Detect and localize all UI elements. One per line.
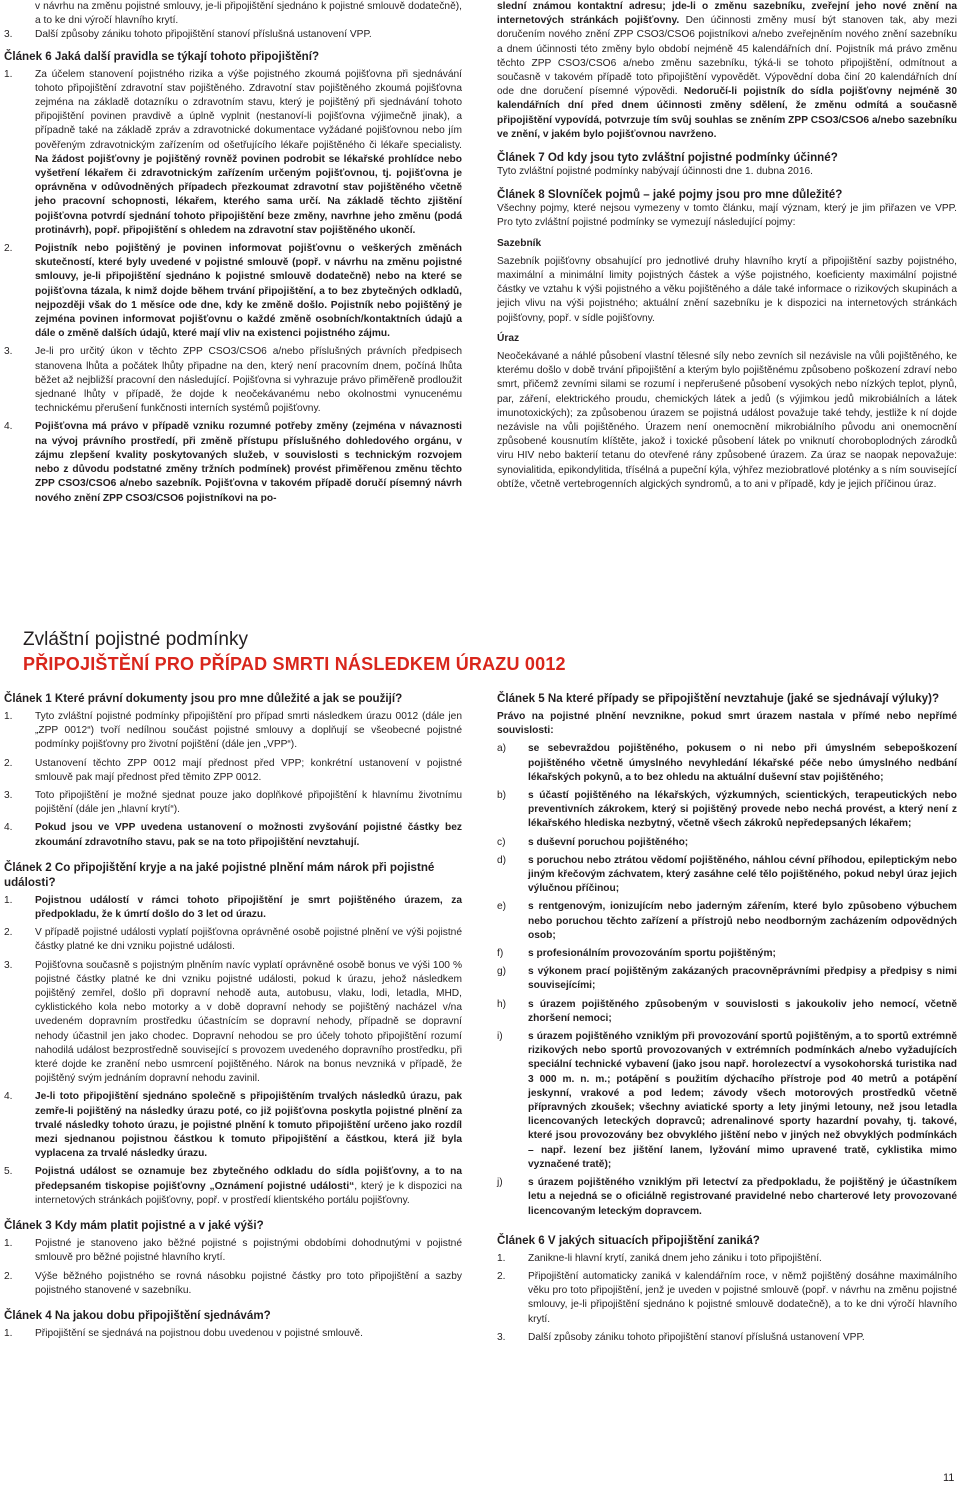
list-item: 3. Je-li pro určitý úkon v těchto ZPP CSO3/CSO6 a/nebo příslušných právních předpisech stanovena lhůta a počátek lhůty připadne na den, který není pracovním dnem, počíná lhůta běžet až nejbližší pracovní den následující. Pojišťovna si vyhrazuje právo přiměřeně prodloužit sjednané lhůty v případě, že dojde k neočekávanému nebo okolnostmi vynucenému technickému přerušení funkčnosti interních systémů pojišťovny. <box>4 346 462 415</box>
exclusion-letter: j) <box>497 1177 503 1189</box>
exclusion-text: s účastí pojištěného na lékařských, výzkumných, scientických, terapeutických nebo preventivních zákrokem, který si pojištěný provede nebo nechá provést, a který není z lékařského hlediska nezbytný, včetně všech zákroků nepředepsaných lékařem; <box>528 790 957 830</box>
exclusion-letter: c) <box>497 836 506 848</box>
term-text-sazebnik: Sazebník pojišťovny obsahující pro jednotlivé druhy hlavního krytí a připojištění sazby pojistného, maximální a minimální limity pojistných částek a výše pojistného, koeficienty maximální pojistné částky ve vztahu k výši pojistného a věku pojištěného a dále také informace o rizikových skupinách a jejich vlivu na výši pojistného; aktuální znění sazebníku je k dispozici na internetových stránkách pojišťovny, popř. v sídle pojišťovny. <box>497 255 957 324</box>
document-title-banner <box>23 628 583 676</box>
exclusion-text: s úrazem pojištěného vzniklým při letectví za předpokladu, že pojištěný je účastníkem letu a nejedná se o oficiálně registrované pravidelné nebo charterové lety provozované licencovaným leteckým dopravcem. <box>528 1177 957 1217</box>
article-7-text: Tyto zvláštní pojistné podmínky nabývají účinnosti dne 1. dubna 2016. <box>497 166 814 178</box>
exclusion-item <box>497 998 957 1026</box>
article-2-heading: Článek 2 Co připojištění kryje a na jaké pojistné plnění mám nárok při pojistné události? <box>4 860 435 889</box>
exclusion-item <box>497 1030 957 1172</box>
page-number: 11 <box>943 1472 955 1484</box>
term-text-uraz: Neočekávané a náhlé působení vlastní tělesné síly nebo zevních sil nezávisle na vůli pojištěného, ke kterému došlo v době trvání připojištění a kterým bylo pojištěnému způsobeno poškození zdraví nebo smrt, přičemž zevními silami se rozumí i nepřerušené působení vysokých nebo nízkých teplot, plynů, par, záření, elektrického proudu, chemických látek a jedů (s výjimkou jedů mikrobiálních a látek imunotoxických); za způsobenou úrazem se pojistná událost považuje také tehdy, jestliže k ní dojde nezávisle na vůli pojištěného. Úrazem není onemocnění mikrobiálního původu ani onemocnění způsobené kousnutím klíštěte, jakož i toxické působení látek po vniknutí choroboplodných zárodků viru HIV nebo bakterií tetanu do otevřené rány způsobené úrazem. Za úraz se naopak nepovažuje: synovialitida, epikondylitida, třísélná a pupeční kýla, výhřez meziobratlové ploténky a s ním související obtíže, včetně vertebrogenních algických syndromů, a to ani v případě, kdy je jejich příčinou úraz. <box>497 351 957 490</box>
exclusions-list <box>497 742 957 1218</box>
exclusion-letter: i) <box>497 1031 503 1043</box>
term-title-uraz: Úraz <box>497 332 520 344</box>
exclusion-text: s rentgenovým, ionizujícím nebo jaderným zářením, které bylo způsobeno výbuchem nebo poruchou těchto zařízení a přístrojů nebo neodborným zacházením odpovědných osob; <box>528 901 957 941</box>
exclusion-item <box>497 900 957 943</box>
list-item: 3. Další způsoby zániku tohoto připojištění stanoví příslušná ustanovení VPP. <box>4 29 372 41</box>
exclusion-text: s duševní poruchou pojištěného; <box>528 836 689 848</box>
exclusion-text: s úrazem pojištěného vzniklým při provozování sportů pojištěným, a to sportů extrémně rizikových nebo sportů provozovaných v extrémních podmínkách a/nebo vyžadujících speciální technické vybavení (jako jsou např. horolezectví a vysokohorská turistika nad 3 000 m. n. m.; potápění s použitím dýchacího přístroje pod 40 metrů a potápění jeskynní, vrakové a pod ledem; závody všech motorových prostředků včetně přípravných zkoušek; všechny aviatické sporty a lety jinými letouny, než jsou letadla licencovaných leteckých dopravců; adrenalinové sporty hazardní povahy, tj. takové, které jsou provozovány bez obvyklého jištění nebo v jiných než obvyklých podmínkách – např. lezení bez jištění lanem, lyžování mimo upravené tratě, cyklistika mimo vyznačené tratě); <box>528 1031 957 1170</box>
article-6-heading: Článek 6 Jaká další pravidla se týkají tohoto připojištění? <box>4 49 320 63</box>
article-8-text: Všechny pojmy, které nejsou vymezeny v tomto článku, mají význam, který je jim přiřazen ve VPP. Pro tyto zvláštní pojistné podmínky se vymezují následující pojmy: <box>497 203 957 229</box>
exclusion-item <box>497 1176 957 1219</box>
article-1-heading: Článek 1 Které právní dokumenty jsou pro mne důležité a jak se použijí? <box>4 692 403 705</box>
article-5-heading: Článek 5 Na které případy se připojištění nevztahuje (jaké se sjednávají výluky)? <box>497 692 940 705</box>
exclusion-letter: a) <box>497 743 507 755</box>
article-3-heading: Článek 3 Kdy mám platit pojistné a v jaké výši? <box>4 1219 264 1233</box>
article-6-end-heading: Článek 6 V jakých situacích připojištění zaniká? <box>497 1233 760 1247</box>
article-4-heading: Článek 4 Na jakou dobu připojištění sjednávám? <box>4 1308 271 1322</box>
list-item: 2. Pojistník nebo pojištěný je povinen informovat pojišťovnu o veškerých změnách skutečností, které byly uvedené v pojistné smlouvě (popř. v návrhu na změnu pojistné smlouvy, je-li připojištění sjednáno k pojistné smlouvě dodatečně) nebo na které se pojišťovna tázala, k nimž dojde během trvání připojištění, a to bez zbytečných odkladů, nejpozději však do 1 měsíce ode dne, kdy ke změně došlo. Pojistník nebo pojištěný je zejména povinen informovat pojišťovnu o každé změně osobních/kontaktních údajů a dále o změně dalších údajů, které mají vliv na existenci pojistného zájmu. <box>4 243 462 340</box>
exclusion-item <box>497 965 957 993</box>
exclusion-text: s poruchou nebo ztrátou vědomí pojištěného, náhlou cévní příhodou, epileptickým nebo jiným křečovým záchvatem, který zasáhne celé tělo pojištěného, pokud nebyl úraz jejich výlučnou příčinou; <box>528 854 957 895</box>
exclusion-letter: f) <box>497 948 504 960</box>
exclusion-item <box>497 742 957 785</box>
list-item: 4. Pojišťovna má právo v případě vzniku rozumné potřeby změny (zejména v návaznosti na vývoj právního prostředí, při změně přístupu příslušného dohledového orgánu, v zájmu zlepšení kvality poskytovaných služeb, v souvislosti s technickým rozvojem nebo z důvodu podstatné změny tržních podmínek) provést přiměřenou změnu těchto ZPP CSO3/CSO6 a/nebo sazebník. Pojišťovna v takovém případě doručí písemný návrh nového znění ZPP CSO3/CSO6 pojistníkovi na po- <box>4 421 462 504</box>
exclusion-letter: h) <box>497 998 507 1010</box>
exclusion-item <box>497 836 957 850</box>
term-title-sazebnik: Sazebník <box>497 237 542 249</box>
bottom-right-column: Článek 5 Na které případy se připojištění nevztahuje (jaké se sjednávají výluky)? Právo na pojistné plnění nevznikne, pokud smrt úrazem nastala v přímé nebo nepřímé souvislosti: a) se sebevraždou pojištěného, pokusem o ni nebo při úmyslném sebepoškození pojištěného včetně úmyslného nevyhledání lékařské péče nebo úmyslného nedbání lékařských pokynů, a to bez ohledu na aktuální duševní stav pojištěného; b) s účastí pojištěného na lékařských, výzkumných, scientických, terapeutických nebo preventivních zákrokem, který si pojištěný provede nebo nechá provést, a který není z lékařského hlediska nezbytný, včetně všech zákroků nepředepsaných lékařem; c) s duševní poruchou pojištěného; d) s poruchou nebo ztrátou vědomí pojištěného, náhlou cévní příhodou, epileptickým nebo jiným křečovým záchvatem, který zasáhne celé tělo pojištěného, pokud nebyl úraz jejich výlučnou příčinou; e) s rentgenovým, ionizujícím nebo jaderným zářením, které bylo způsobeno výbuchem nebo poruchou těchto zařízení a přístrojů nebo neodborným zacházením odpovědných osob; f) s profesionálním provozováním sportu pojištěným; g) s výkonem prací pojištěným zakázaných pracovněprávními předpisy a předpisy s nimi souvisejícími; h) s úrazem pojištěného způsobeným v souvislosti s jakoukoliv jeho nemocí, včetně zhoršení nemoci; i) s úrazem pojištěného vzniklým při provozování sportů pojištěným, a to sportů extrémně rizikových nebo sportů provozovaných v extrémních podmínkách a/nebo vyžadujících speciální technické vybavení (jako jsou např. horolezectví a vysokohorská turistika nad 3 000 m. n. m.; potápění s použitím dýchacího přístroje pod 40 metrů a potápění jeskynní, vrakové a pod ledem; závody všech motorových prostředků včetně přípravných zkoušek; všechny aviatické sporty a lety jinými letouny, než jsou letadla licencovaných leteckých dopravců; adrenalinové sporty hazardní povahy, tj. takové, které jsou provozovány bez obvyklého jištění nebo v jiných než obvyklých podmínkách – např. lezení bez jištění lanem, lyžování mimo upravené tratě, cyklistika mimo vyznačené tratě); j) s úrazem pojištěného vzniklým při letectví za předpokladu, že pojištěný je účastníkem letu a nejedná se o oficiálně registrované pravidelné nebo charterové lety provozované licencovaným leteckým dopravcem. Článek 6 V jakých situacích připojištění zaniká? 1. Zanikne-li hlavní krytí, zaniká dnem jeho zániku i toto připojištění. 2. Připojištění automaticky zaniká v kalendářním roce, v němž pojištěný dosáhne maximálního věku pro toto připojištění, jenž je uveden v pojistné smlouvě (popř. v návrhu na změnu pojistné smlouvy, je-li připojištění sjednáno k pojistné smlouvě dodatečně), a to ke dni výročí hlavního krytí. 3. Další způsoby zániku tohoto připojištění stanoví příslušná ustanovení VPP. <box>497 692 957 1343</box>
top-left-column <box>4 0 462 506</box>
document-title: Zvláštní pojistné podmínky <box>23 629 248 650</box>
exclusion-text: se sebevraždou pojištěného, pokusem o ni nebo při úmyslném sebepoškození pojištěného včetně úmyslného nevyhledání lékařské péče nebo úmyslného nedbání lékařských pokynů, a to bez ohledu na aktuální duševní stav pojištěného; <box>528 743 957 783</box>
article-5-intro: Právo na pojistné plnění nevznikne, pokud smrt úrazem nastala v přímé nebo nepřímé souvislosti: <box>497 711 957 737</box>
exclusion-letter: g) <box>497 966 507 978</box>
exclusion-text: s úrazem pojištěného způsobeným v souvislosti s jakoukoliv jeho nemocí, včetně zhoršení nemoci; <box>528 998 957 1024</box>
document-subtitle: PŘIPOJIŠTĚNÍ PRO PŘÍPAD SMRTI NÁSLEDKEM ÚRAZU 0012 <box>23 654 566 674</box>
exclusion-item <box>497 789 957 832</box>
list-item: 1. Za účelem stanovení pojistného rizika a výše pojistného zkoumá pojišťovna při sjednávání tohoto připojištění zdravotní stav pojištěného. Zdravotní stav pojištěného zkoumá pojišťovna zejména na základě dotazníku o zdravotním stavu, který je pojištěný při sjednávání tohoto připojištění povinen pravdivě a úplně vyplnit (nestanoví-li pojišťovna výjimečně jinak), a případně také na základě zpráv a zdravotnické dokumentace vyžádané pojišťovnou nebo jím pověřeným zdravotnickým zařízením od ošetřujícího lékaře pojištěného či lékaře specialisty. Na žádost pojišťovny je pojištěný rovněž povinen podrobit se lékařské prohlídce nebo vyšetření lékařem či zdravotnickým zařízením určeným pojišťovnou, tj. pojišťovna je oprávněna v odůvodněných případech přezkoumat zdravotní stav pojištěného včetně jeho pracovní schopnosti, lékařem, kterého sama určí. Na základě těchto zjištění pojišťovna potvrdí sjednání tohoto připojištění beze změny, navrhne jeho změnu (podá protinávrh), popř. připojištění s ohledem na zdravotní stav pojištěného ukončí. <box>4 68 462 236</box>
exclusion-letter: b) <box>497 790 507 802</box>
article-7-heading: Článek 7 Od kdy jsou tyto zvláštní pojistné podmínky účinné? <box>497 151 838 165</box>
exclusion-text: s výkonem prací pojištěným zakázaných pracovněprávními předpisy a předpisy s nimi souvisejícími; <box>528 966 957 992</box>
exclusion-text: s profesionálním provozováním sportu pojištěným; <box>528 948 776 960</box>
bottom-left-column: Článek 1 Které právní dokumenty jsou pro mne důležité a jak se použijí? 1. Tyto zvláštní pojistné podmínky připojištění pro případ smrti následkem úrazu 0012 (dále jen „ZPP 0012“) tvoří nedílnou součást pojistné smlouvy a doplňují se všeobecné pojistné podmínky pojišťovny pro životní pojištění (dále jen „VPP“). 2. Ustanovení těchto ZPP 0012 mají přednost před VPP; konkrétní ustanovení v pojistné smlouvě pak mají přednost před těmito ZPP 0012. 3. Toto připojištění je možné sjednat pouze jako doplňkové připojištění k hlavnímu životnímu pojištění (dále jen „hlavní krytí“). 4. Pokud jsou ve VPP uvedena ustanovení o možnosti zvyšování pojistné částky bez zkoumání zdravotního stavu, pak se na toto připojištění nevztahují. Článek 2 Co připojištění kryje a na jaké pojistné plnění mám nárok při pojistné události? 1. Pojistnou událostí v rámci tohoto připojištění je smrt pojištěného úrazem, za předpokladu, že k úmrtí došlo do 3 let od úrazu. 2. V případě pojistné události vyplatí pojišťovna oprávněné osobě pojistné plnění ve výši pojistné částky platné ke dni vzniku pojistné události. 3. Pojišťovna současně s pojistným plněním navíc vyplatí oprávněné osobě bonus ve výši 100 % pojistné částky platné ke dni vzniku pojistné události, pokud k úrazu, jehož následkem pojištěný zemřel, došlo při dopravní nehodě auta, autobusu, vlaku, lodi, letadla, MHD, cyklistického kola nebo motorky a v době dopravní nehody se pojištěný nacházel v/na uvedeném dopravním prostředku účastnícím se dopravní nehody, případně se dopravní nehody účastnil jen jako chodec. Dopravní nehodou se pro účely tohoto připojištění rozumí nahodilá událost bezprostředně související s provozem uvedeného dopravního prostředku, při které dojde ke zranění nebo usmrcení pojištěného. Nárok na bonus nevzniká v případě, že pojištěný svým jednáním dopravní nehodu zavinil. 4. Je-li toto připojištění sjednáno společně s připojištěním trvalých následků úrazu, pak zemře-li pojištěný na následky úrazu poté, co již pojišťovna poskytla pojistné plnění za trvalé následky tohoto úrazu, je pojistné plnění k tomuto připojištění určeno jako rozdíl mezi sjednanou pojistnou částkou k tomuto připojištění a částkou, která již byla vyplacena za trvalé následky úrazu. 5. Pojistná událost se oznamuje bez zbytečného odkladu do sídla pojišťovny, a to na předepsaném tiskopise pojišťovny „Oznámení pojistné události“, který je k dispozici na internetových stránkách pojišťovny, popř. v prostředí klientského portálu pojišťovny. Článek 3 Kdy mám platit pojistné a v jaké výši? 1. Pojistné je stanoveno jako běžné pojistné s pojistnými obdobími dohodnutými v pojistné smlouvě pro běžné pojistné hlavního krytí. 2. Výše běžného pojistného se rovná násobku pojistné částky pro toto připojištění a sazby pojistného stanovené v sazebníku. Článek 4 Na jakou dobu připojištění sjednávám? 1. Připojištění se sjednává na pojistnou dobu uvedenou v pojistné smlouvě. <box>4 692 463 1339</box>
exclusion-item <box>497 854 957 897</box>
continued-item <box>35 0 462 28</box>
exclusion-letter: d) <box>497 854 507 866</box>
exclusion-item <box>497 947 957 961</box>
article-8-heading: Článek 8 Slovníček pojmů – jaké pojmy jsou pro mne důležité? <box>497 188 843 202</box>
top-right-column: slední známou kontaktní adresu; jde-li o změnu sazebníku, zveřejní jeho nové znění na internetových stránkách pojišťovny. Den účinnosti změny musí být stanoven tak, aby mezi doručením nového znění ZPP CSO3/CSO6 pojistníkovi a/nebo zveřejněním nového znění sazebníku a dnem účinnosti této změny bylo období nejméně 45 kalendářních dní. Pojistník má právo změnu těchto ZPP CSO3/CSO6 a/nebo změnu sazebníku, týká-li se tohoto připojištění, odmítnout a současně v takovém případě toto připojištění vypovědět. Výpovědní doba činí 20 kalendářních dní ode dne doručení písemné výpovědi. Nedoručí-li pojistník do sídla pojišťovny nejméně 30 kalendářních dní před dnem účinnosti změny sdělení, že změnu odmítá a současně připojištění vypovídá, potvrzuje tím svůj souhlas se zněním ZPP CSO3/CSO6 a/nebo sazebníku ve znění, v jakém bylo pojišťovnou navrženo. Článek 7 Od kdy jsou tyto zvláštní pojistné podmínky účinné? Tyto zvláštní pojistné podmínky nabývají účinnosti dne 1. dubna 2016. Článek 8 Slovníček pojmů – jaké pojmy jsou pro mne důležité? Všechny pojmy, které nejsou vymezeny v tomto článku, mají význam, který je jim přiřazen ve VPP. Pro tyto zvláštní pojistné podmínky se vymezují následující pojmy: Sazebník Sazebník pojišťovny obsahující pro jednotlivé druhy hlavního krytí a připojištění sazby pojistného, maximální a minimální limity pojistných částek a výše pojistného, koeficienty maximální pojistné částky ve vztahu k výši pojistného a věku pojištěného a dále také informace o rizikových skupinách a jejich vlivu na výši pojistného; aktuální znění sazebníku je k dispozici na internetových stránkách pojišťovny, popř. v sídle pojišťovny. Úraz Neočekávané a náhlé působení vlastní tělesné síly nebo zevních sil nezávisle na vůli pojištěného, ke kterému došlo v době trvání připojištění a kterým bylo pojištěnému způsobeno poškození zdraví nebo smrt, přičemž zevními silami se rozumí i nepřerušené působení vysokých nebo nízkých teplot, plynů, par, záření, elektrického proudu, chemických látek a jedů (s výjimkou jedů mikrobiálních a látek imunotoxických); za způsobenou úrazem se pojistná událost považuje také tehdy, jestliže k ní dojde nezávisle na vůli pojištěného. Úrazem není onemocnění mikrobiálního původu ani onemocnění způsobené kousnutím klíštěte, jakož i toxické působení látek po vniknutí choroboplodných zárodků viru HIV nebo bakterií tetanu do otevřené rány způsobené úrazem. Za úraz se naopak nepovažuje: synovialitida, epikondylitida, třísélná a pupeční kýla, výhřez meziobratlové ploténky a s ním související obtíže, včetně vertebrogenních algických syndromů, a to ani v případě, kdy je jejich příčinou úraz. <box>497 0 957 492</box>
continued-text: v návrhu na změnu pojistné smlouvy, je-li připojištění sjednáno k pojistné smlouvě dodatečně), a to ke dni výročí hlavního krytí. <box>35 1 462 27</box>
exclusion-letter: e) <box>497 901 507 913</box>
